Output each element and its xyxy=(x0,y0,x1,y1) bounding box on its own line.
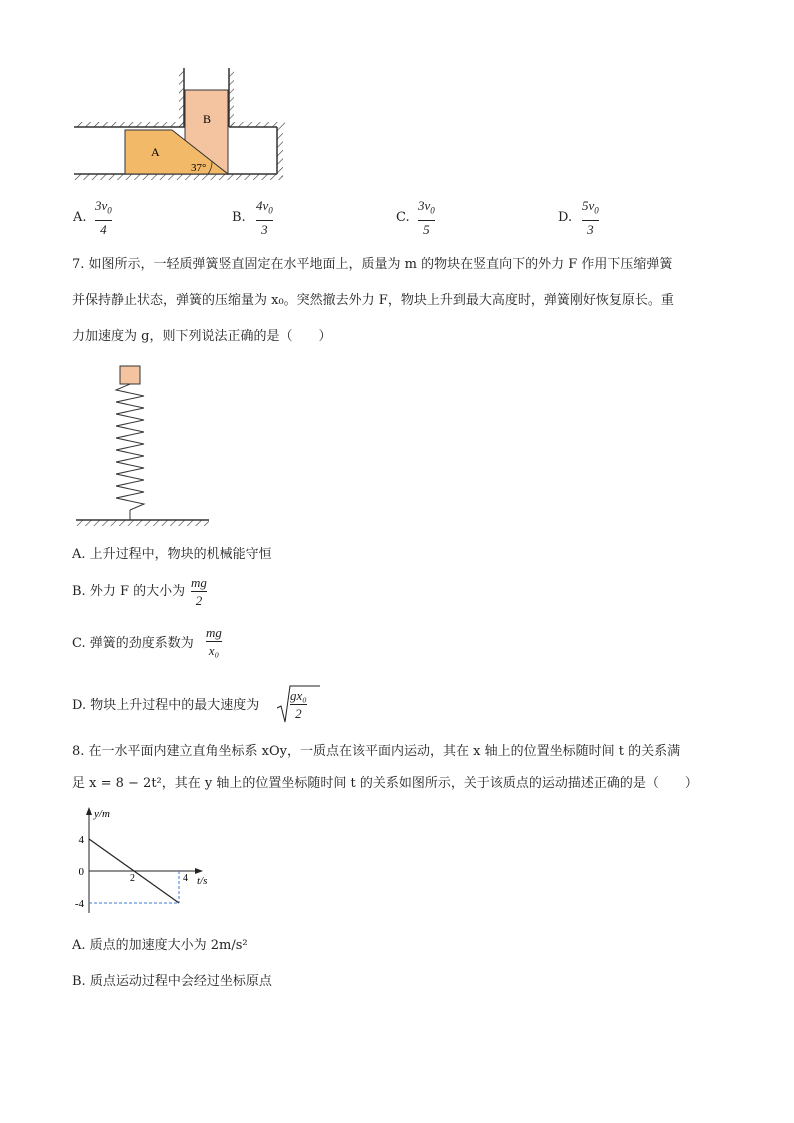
q7-option-c-text: C. 弹簧的劲度系数为 xyxy=(72,636,194,651)
q8-line-2: 足 x = 8 − 2t²，其在 y 轴上的位置坐标随时间 t 的关系如图所示，关于该质点的运动描述正确的是（ ） xyxy=(72,776,698,791)
x-axis-arrow xyxy=(195,868,203,874)
q7-option-a: A. 上升过程中，物块的机械能守恒 xyxy=(72,547,272,562)
q8-option-a: A. 质点的加速度大小为 2m/s² xyxy=(72,938,248,953)
q8-line-1: 8. 在一水平面内建立直角坐标系 xOy，一质点在该平面内运动，其在 x 轴上的位置坐标随时间 t 的关系满 xyxy=(72,744,681,759)
x-tick-label: 4 xyxy=(183,873,188,884)
q6-option-d-letter: D. xyxy=(558,210,573,225)
label-angle: 37° xyxy=(191,162,207,174)
y-tick-label: -4 xyxy=(74,898,84,910)
label-a: A xyxy=(151,145,160,159)
label-b: B xyxy=(203,112,212,126)
q7-option-c-fraction: mg x₀ xyxy=(206,625,222,658)
y-axis-arrow xyxy=(86,807,92,815)
q8-option-b: B. 质点运动过程中会经过坐标原点 xyxy=(72,974,272,989)
x-axis-label: t/s xyxy=(197,875,208,887)
q6-option-d-fraction: $5v_0$ 3 xyxy=(582,198,599,237)
q6-option-a-letter: A. xyxy=(73,210,87,225)
q7-option-d-text: D. 物块上升过程中的最大速度为 xyxy=(72,698,260,713)
q6-option-c-fraction: $3v_0$ 5 xyxy=(418,198,435,237)
q7-option-b-fraction: mg 2 xyxy=(191,575,207,608)
y-axis-label: y/m xyxy=(94,808,110,820)
q6-option-b-fraction: $4v_0$ 3 xyxy=(256,198,273,237)
q7-line-3: 力加速度为 g，则下列说法正确的是（ ） xyxy=(72,329,332,344)
y-tick-label: 4 xyxy=(78,834,84,846)
x-tick-label: 2 xyxy=(130,873,135,884)
y-tick-label: 0 xyxy=(78,866,84,878)
q7-option-d-fraction: gx₀ 2 xyxy=(290,688,307,721)
q6-option-b-letter: B. xyxy=(232,210,246,225)
q7-option-b-text: B. 外力 F 的大小为 xyxy=(72,584,186,599)
q7-line-1: 7. 如图所示，一轻质弹簧竖直固定在水平地面上，质量为 m 的物块在竖直向下的外力 F 作用下压缩弹簧 xyxy=(72,257,673,272)
q6-option-c-letter: C. xyxy=(396,210,410,225)
q6-option-a-fraction: $3v_0$ 4 xyxy=(95,198,112,237)
q7-line-2: 并保持静止状态，弹簧的压缩量为 x₀。突然撤去外力 F，物块上升到最大高度时，弹簧刚好恢复原长。重 xyxy=(72,293,674,308)
